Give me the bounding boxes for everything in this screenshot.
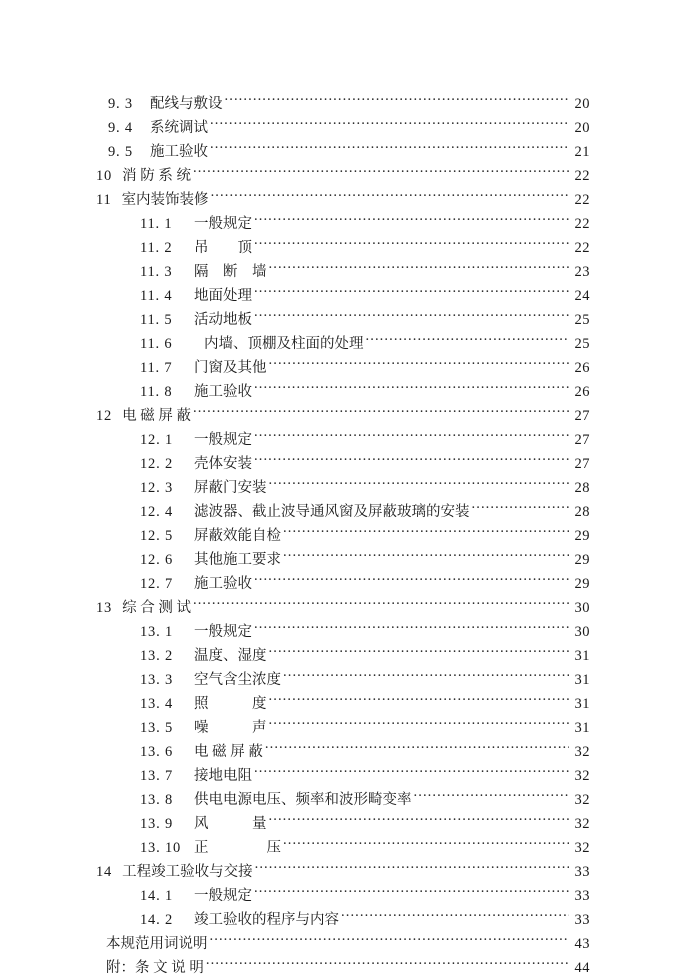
toc-entry-page-number: 44 [574, 960, 590, 976]
toc-entry-title: 其他施工要求 [194, 552, 281, 568]
toc-entry-page-number: 21 [574, 144, 590, 160]
toc-entry-number: 12. 1 [140, 432, 173, 448]
toc-dot-leader [254, 756, 569, 780]
toc-dot-leader [225, 84, 570, 108]
toc-entry-number: 11 [96, 192, 112, 208]
toc-dot-leader [254, 444, 569, 468]
toc-entry-page-number: 30 [574, 624, 590, 640]
toc-entry-title: 内墙、顶棚及柱面的处理 [204, 336, 364, 352]
toc-entry-page-number: 31 [574, 648, 590, 664]
toc-dot-leader [254, 300, 569, 324]
toc-dot-leader [254, 876, 569, 900]
toc-entry-page-number: 32 [574, 840, 590, 856]
toc-entry-page-number: 33 [574, 912, 590, 928]
toc-dot-leader [254, 228, 569, 252]
toc-entry-title: 电 磁 屏 蔽 [122, 408, 191, 424]
toc-dot-leader [254, 372, 569, 396]
toc-entry-number: 12. 4 [140, 504, 173, 520]
toc-entry-title: 照 度 [194, 696, 267, 712]
toc-entry-page-number: 24 [574, 288, 590, 304]
toc-entry-number: 11. 4 [140, 288, 173, 304]
toc-entry-page-number: 26 [574, 384, 590, 400]
toc-entry-title: 接地电阻 [194, 768, 252, 784]
toc-entry-number: 12. 5 [140, 528, 173, 544]
toc-dot-leader [283, 660, 569, 684]
toc-entry-title: 正 压 [194, 840, 281, 856]
toc-entry-title: 温度、湿度 [194, 648, 267, 664]
toc-dot-leader [341, 900, 569, 924]
toc-dot-leader [193, 396, 569, 420]
toc-entry-number: 9. 4 [108, 120, 133, 136]
toc-entry-list [96, 84, 590, 976]
toc-entry-number: 14. 2 [140, 912, 173, 928]
toc-entry-page-number: 20 [574, 120, 590, 136]
toc-entry-title: 系统调试 [150, 120, 208, 136]
toc-entry-title: 一般规定 [194, 432, 252, 448]
toc-entry-title: 一般规定 [194, 888, 252, 904]
toc-entry-page-number: 32 [574, 792, 590, 808]
toc-dot-leader [210, 108, 569, 132]
toc-entry-title: 综 合 测 试 [122, 600, 191, 616]
toc-dot-leader [269, 468, 570, 492]
toc-dot-leader [206, 948, 569, 972]
toc-entry-page-number: 23 [574, 264, 590, 280]
toc-entry-page-number: 29 [574, 528, 590, 544]
toc-entry-number: 9. 5 [108, 144, 133, 160]
toc-entry-number: 13. 1 [140, 624, 173, 640]
toc-dot-leader [210, 132, 569, 156]
toc-entry-page-number: 26 [574, 360, 590, 376]
toc-entry-number: 10 [96, 168, 113, 184]
toc-entry-number: 9. 3 [108, 96, 133, 112]
toc-entry-number: 14. 1 [140, 888, 173, 904]
toc-entry-page-number: 33 [574, 888, 590, 904]
toc-entry-number: 12. 6 [140, 552, 173, 568]
toc-entry-page-number: 27 [574, 456, 590, 472]
toc-entry-number: 13. 6 [140, 744, 173, 760]
toc-entry-page-number: 43 [574, 936, 590, 952]
toc-dot-leader [366, 324, 570, 348]
toc-entry-number: 13. 7 [140, 768, 173, 784]
toc-entry-number: 11. 5 [140, 312, 173, 328]
toc-entry-page-number: 33 [574, 864, 590, 880]
toc-entry-title: 滤波器、截止波导通风窗及屏蔽玻璃的安装 [194, 504, 470, 520]
toc-dot-leader [255, 852, 569, 876]
toc-entry-number: 12. 3 [140, 480, 173, 496]
toc-entry-title: 配线与敷设 [150, 96, 223, 112]
toc-dot-leader [254, 420, 569, 444]
toc-entry-page-number: 30 [574, 600, 590, 616]
toc-entry-title: 噪 声 [194, 720, 267, 736]
toc-entry-number: 13. 2 [140, 648, 173, 664]
toc-entry-number: 11. 6 [140, 336, 173, 352]
toc-dot-leader [283, 828, 569, 852]
toc-entry-title: 附：条 文 说 明 [106, 960, 204, 976]
toc-entry-page-number: 25 [574, 312, 590, 328]
toc-dot-leader [472, 492, 570, 516]
toc-entry-number: 13. 10 [140, 840, 182, 856]
toc-entry-number: 12. 2 [140, 456, 173, 472]
toc-entry-number: 11. 3 [140, 264, 173, 280]
toc-entry-title: 壳体安装 [194, 456, 252, 472]
toc-entry-title: 竣工验收的程序与内容 [194, 912, 339, 928]
toc-dot-leader [283, 540, 569, 564]
toc-dot-leader [269, 804, 570, 828]
toc-entry-page-number: 22 [574, 192, 590, 208]
toc-dot-leader [269, 252, 570, 276]
toc-dot-leader [254, 204, 569, 228]
toc-entry-number: 12. 7 [140, 576, 173, 592]
toc-entry-number: 13. 9 [140, 816, 173, 832]
toc-entry-number: 13. 3 [140, 672, 173, 688]
toc-dot-leader [269, 636, 570, 660]
toc-entry-number: 13 [96, 600, 113, 616]
toc-dot-leader [269, 348, 570, 372]
toc-dot-leader [193, 156, 569, 180]
toc-entry-page-number: 27 [574, 408, 590, 424]
toc-entry-page-number: 22 [574, 168, 590, 184]
toc-dot-leader [269, 684, 570, 708]
toc-entry-number: 11. 8 [140, 384, 173, 400]
toc-entry-page-number: 27 [574, 432, 590, 448]
toc-entry-title: 地面处理 [194, 288, 252, 304]
toc-entry-title: 工程竣工验收与交接 [122, 864, 253, 880]
toc-entry-number: 12 [96, 408, 113, 424]
toc-entry-number: 11. 1 [140, 216, 173, 232]
toc-entry-title: 一般规定 [194, 216, 252, 232]
toc-dot-leader [283, 516, 569, 540]
toc-dot-leader [254, 276, 569, 300]
toc-entry-title: 室内装饰装修 [121, 192, 209, 208]
toc-entry-page-number: 32 [574, 816, 590, 832]
toc-entry-title: 空气含尘浓度 [194, 672, 281, 688]
toc-dot-leader [254, 564, 569, 588]
toc-entry-page-number: 31 [574, 696, 590, 712]
toc-entry-title: 消 防 系 统 [122, 168, 191, 184]
toc-dot-leader [265, 732, 569, 756]
toc-dot-leader [193, 588, 569, 612]
toc-entry-number: 13. 5 [140, 720, 173, 736]
toc-entry-number: 11. 7 [140, 360, 173, 376]
toc-dot-leader [210, 924, 570, 948]
toc-entry-page-number: 22 [574, 216, 590, 232]
toc-entry-page-number: 31 [574, 720, 590, 736]
toc-entry-page-number: 25 [574, 336, 590, 352]
toc-dot-leader [269, 708, 570, 732]
toc-entry-title: 电 磁 屏 蔽 [194, 744, 263, 760]
toc-dot-leader [414, 780, 570, 804]
toc-entry-page-number: 22 [574, 240, 590, 256]
toc-entry[interactable] [96, 84, 590, 112]
toc-entry-title: 屏蔽效能自检 [194, 528, 281, 544]
toc-entry-page-number: 32 [574, 744, 590, 760]
toc-entry-title: 活动地板 [194, 312, 252, 328]
toc-entry-title: 屏蔽门安装 [194, 480, 267, 496]
toc-dot-leader [211, 180, 569, 204]
toc-entry-number: 14 [96, 864, 113, 880]
toc-entry-title: 施工验收 [150, 144, 208, 160]
toc-entry-title: 吊 顶 [194, 240, 252, 256]
toc-entry-title: 施工验收 [194, 384, 252, 400]
toc-dot-leader [254, 612, 569, 636]
toc-entry-title: 门窗及其他 [194, 360, 267, 376]
toc-entry-page-number: 29 [574, 552, 590, 568]
toc-entry-page-number: 31 [574, 672, 590, 688]
toc-entry-title: 风 量 [194, 816, 267, 832]
toc-entry-title: 隔 断 墙 [194, 264, 267, 280]
toc-entry-page-number: 28 [574, 480, 590, 496]
toc-entry-page-number: 20 [574, 96, 590, 112]
toc-entry-title: 供电电源电压、频率和波形畸变率 [194, 792, 412, 808]
toc-entry-title: 施工验收 [194, 576, 252, 592]
toc-entry-page-number: 28 [574, 504, 590, 520]
toc-entry-title: 本规范用词说明 [106, 936, 208, 952]
toc-entry-number: 11. 2 [140, 240, 173, 256]
toc-entry-number: 13. 8 [140, 792, 173, 808]
toc-entry-page-number: 29 [574, 576, 590, 592]
toc-entry-number: 13. 4 [140, 696, 173, 712]
toc-entry-title: 一般规定 [194, 624, 252, 640]
toc-entry-page-number: 32 [574, 768, 590, 784]
